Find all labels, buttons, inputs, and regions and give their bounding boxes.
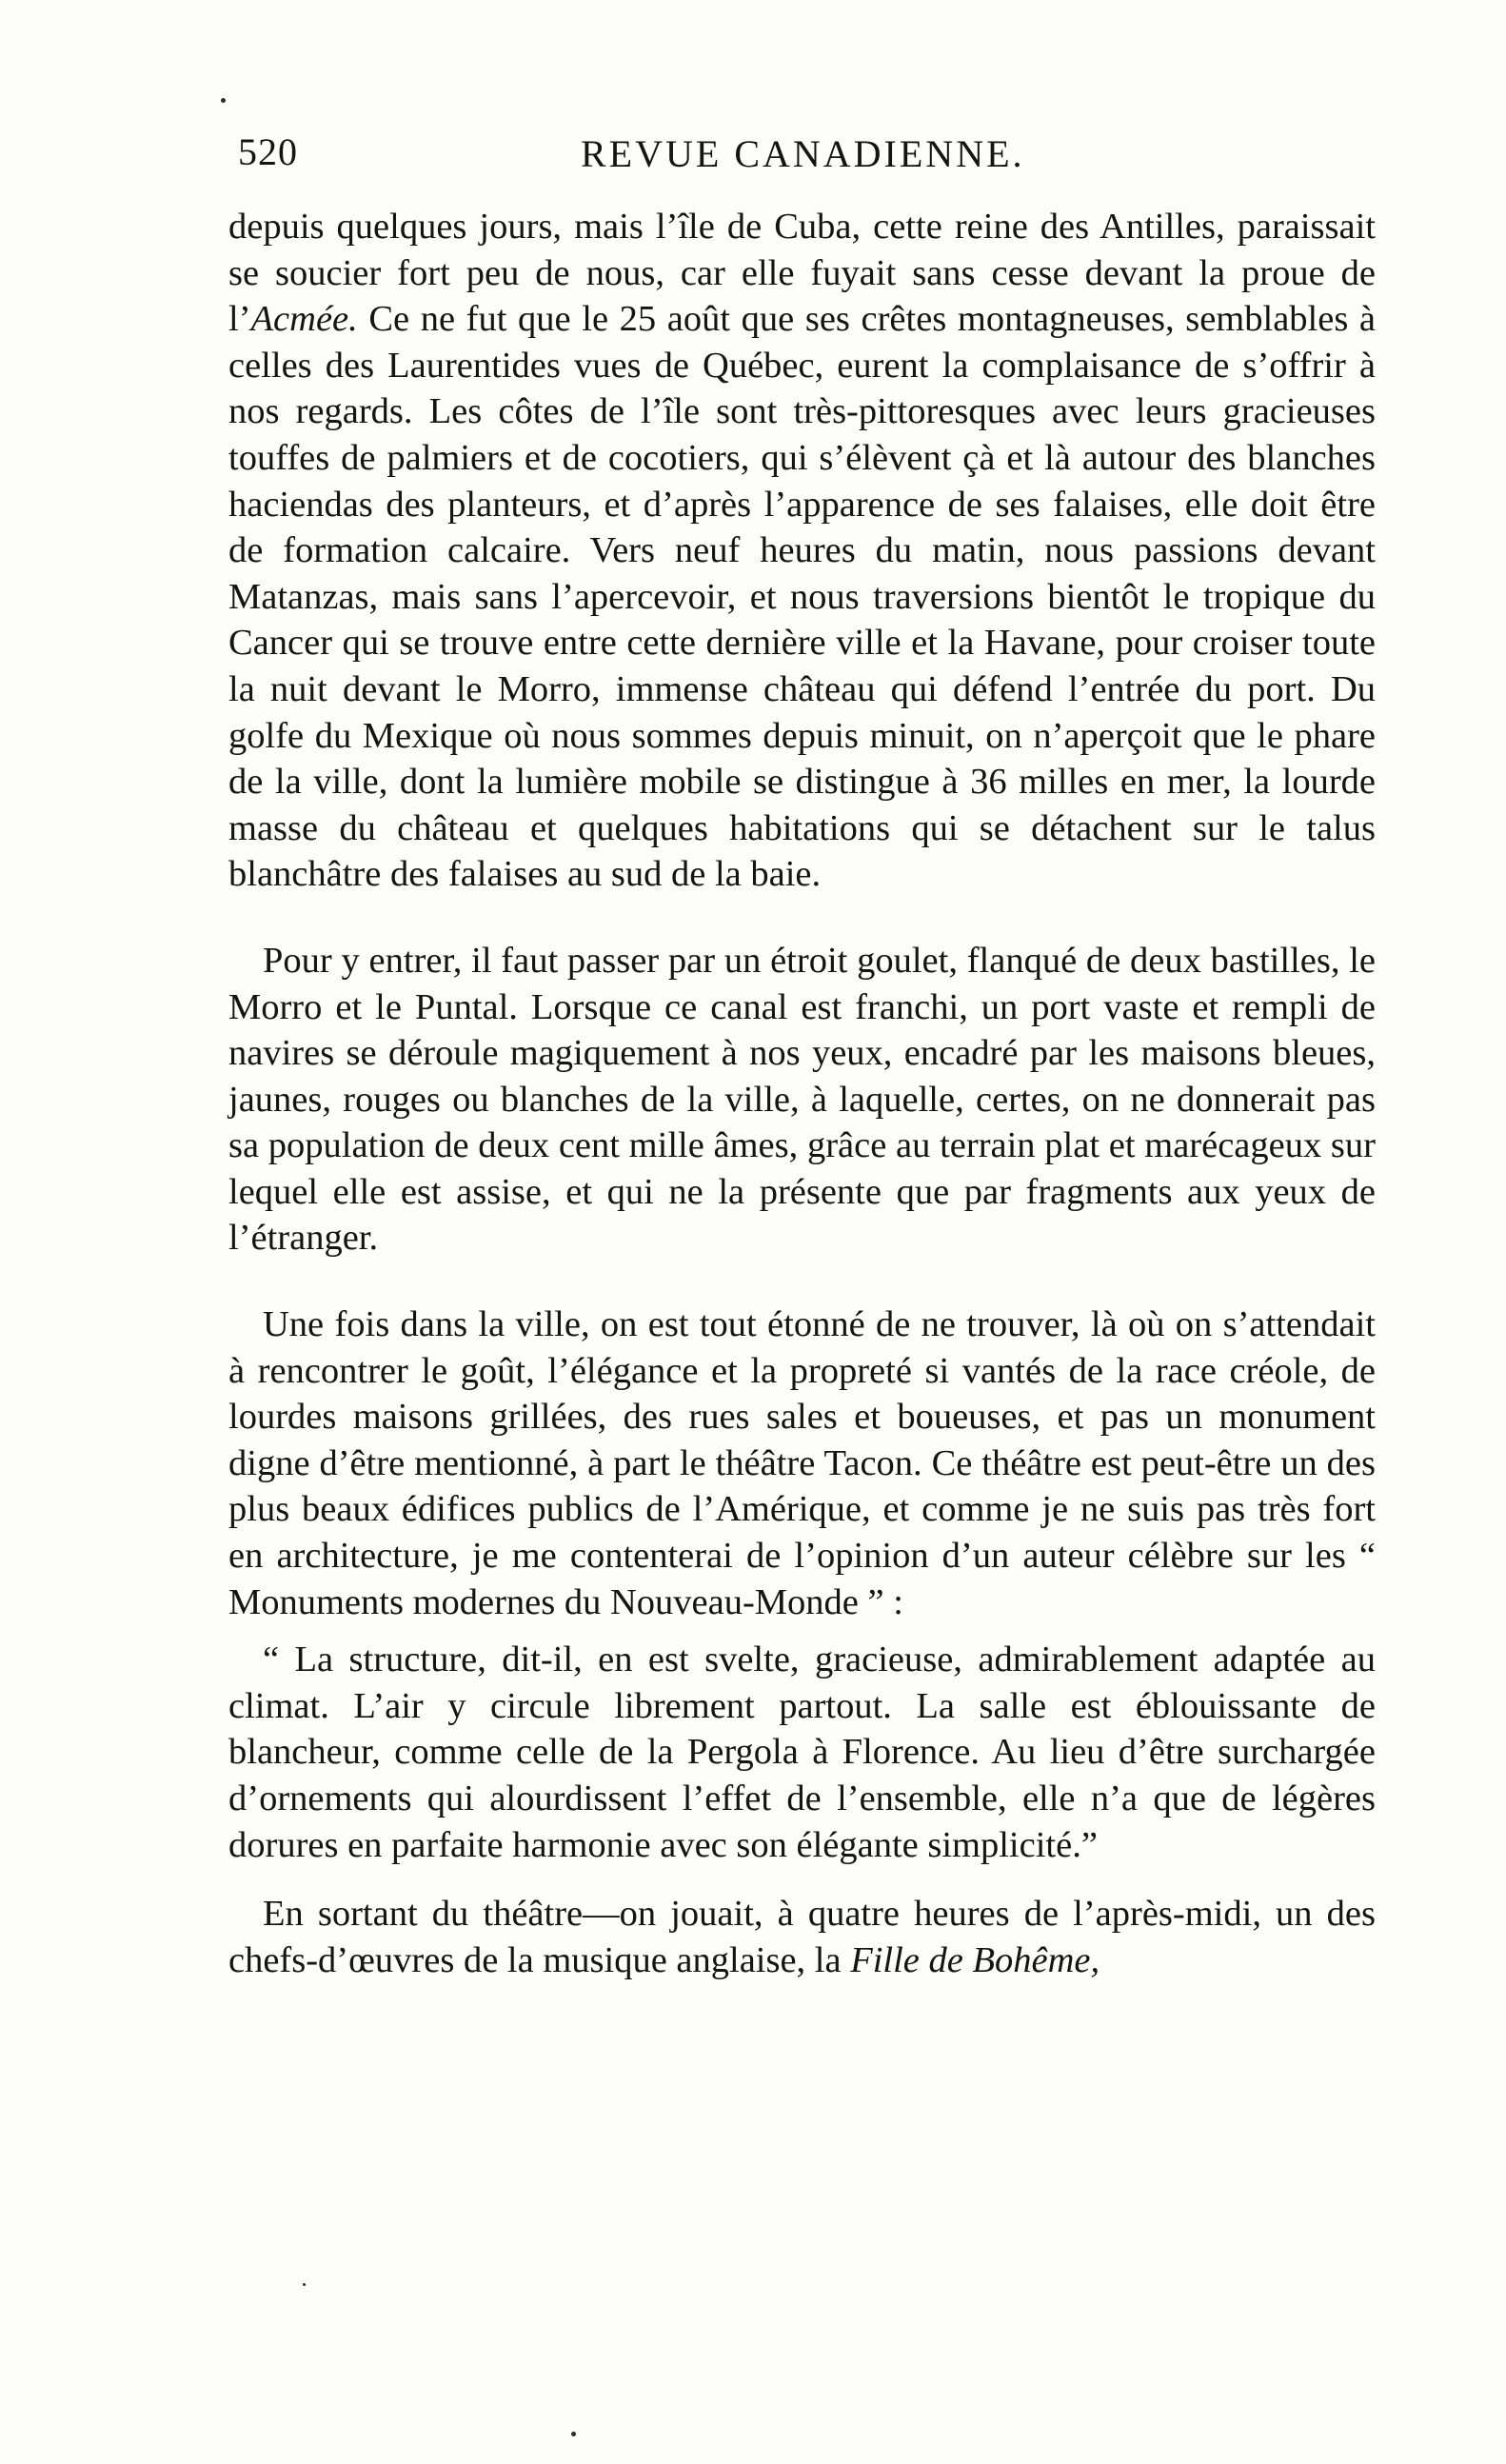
running-title: REVUE CANADIENNE. bbox=[581, 132, 1025, 175]
paragraph-text: En sortant du théâtre—on jouait, à quatre heures de l’après-midi, un des chefs-d’œuvres de la musique anglaise, la bbox=[228, 1894, 1376, 1980]
paragraph-text: Ce ne fut que le 25 août que ses crêtes montagneuses, semblables à celles des Laurentides vues de Québec, eurent la complaisance de s’offrir à nos regards. Les côtes de l’île sont très-pittoresques avec leurs gracieuses touffes de palmiers et de cocotiers, qui s’élèvent çà et là autour des blanches haciendas des planteurs, et d’après l’apparence de ses falaises, elle doit être de formation calcaire. Vers neuf heures du matin, nous passions devant Matanzas, mais sans l’apercevoir, et nous traversions bientôt le tropique du Cancer qui se trouve entre cette dernière ville et la Havane, pour croiser toute la nuit devant le Morro, immense château qui défend l’entrée du port. Du golfe du Mexique où nous sommes depuis minuit, on n’aperçoit que le phare de la ville, dont la lumière mobile se distingue à 36 milles en mer, la lourde masse du château et quelques habitations qui se détachent sur le talus blanchâtre des falaises au sud de la baie. bbox=[228, 299, 1376, 895]
paragraph-text: depuis quelques jours, mais l’île de Cuba, cette reine des Antilles, paraissait se soucier fort peu de nous, car elle fuyait sans cesse devant la proue de l’ bbox=[228, 207, 1376, 340]
print-speck bbox=[303, 2283, 306, 2286]
ship-name: Acmée. bbox=[250, 299, 358, 340]
print-speck bbox=[221, 98, 226, 103]
paragraph-cuba-coast bbox=[228, 204, 1376, 898]
paragraph-harbor-entry: Pour y entrer, il faut passer par un étroit goulet, flanqué de deux bastilles, le Morro et le Puntal. Lorsque ce canal est franchi, un port vaste et rempli de navires se déroule magiquement à nos yeux, encadré par les maisons bleues, jaunes, rouges ou blanches de la ville, à laquelle, certes, on ne donnerait pas sa population de deux cent mille âmes, grâce au terrain plat et marécageux sur lequel elle est assise, et qui ne la présente que par fragments aux yeux de l’étranger. bbox=[228, 940, 1376, 1259]
paragraph-leaving-theatre bbox=[228, 1891, 1376, 1983]
block-quote: “ La structure, dit-il, en est svelte, gracieuse, admirablement adaptée au climat. L’air y circule librement partout. La salle est éblouissante de blancheur, comme celle de la Pergola à Florence. Au lieu d’être surchargée d’ornements qui alourdissent l’effet de l’ensemble, elle n’a que de légères dorures en parfaite harmonie avec son élégante simplicité.” bbox=[228, 1639, 1376, 1865]
opera-title: Fille de Bohême, bbox=[850, 1939, 1100, 1980]
print-speck bbox=[571, 2432, 576, 2436]
paragraph-city-theatre: Une fois dans la ville, on est tout étonné de ne trouver, là où on s’attendait à rencontrer le goût, l’élégance et la propreté si vantés de la race créole, de lourdes maisons grillées, des rues sales et boueuses, et pas un monument digne d’être mentionné, à part le théâtre Tacon. Ce théâtre est peut-être un des plus beaux édifices publics de l’Amérique, et comme je ne suis pas très fort en architecture, je me contenterai de l’opinion d’un auteur célèbre sur les “ Monuments modernes du Nouveau-Monde ” : bbox=[228, 1304, 1376, 1622]
page-header bbox=[238, 129, 1371, 187]
page-number: 520 bbox=[238, 130, 298, 173]
article-body bbox=[228, 204, 1376, 1983]
